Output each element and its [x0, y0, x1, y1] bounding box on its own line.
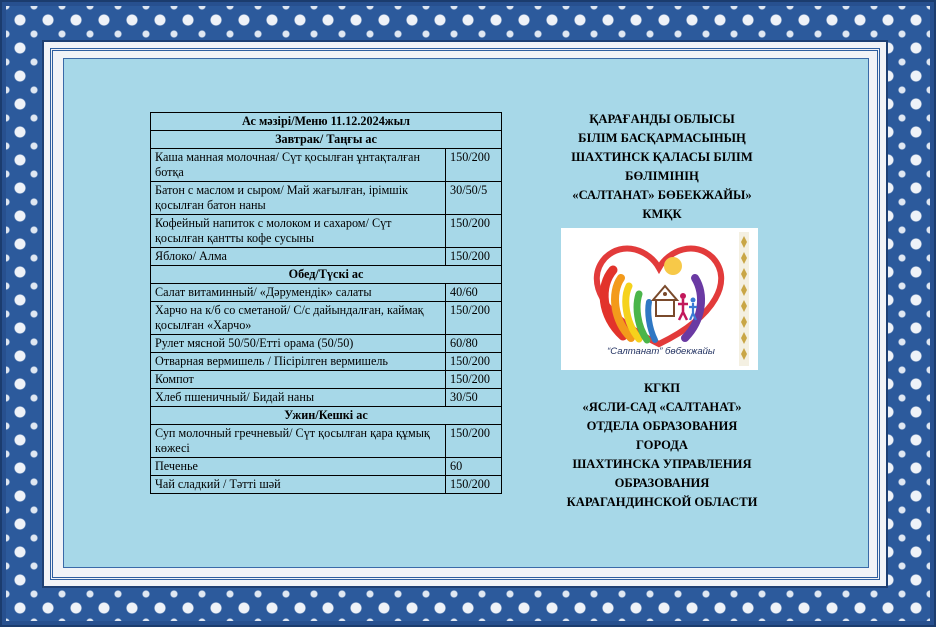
dish-amount: 30/50/5: [446, 182, 502, 215]
dish-name: Каша манная молочная/ Сүт қосылған ұнтақталған ботқа: [151, 149, 446, 182]
menu-row: [151, 353, 502, 371]
dish-name: Суп молочный гречневый/ Сүт қосылған қара құмық көжесі: [151, 425, 446, 458]
dish-name: Компот: [151, 371, 446, 389]
org-line: ҚАРАҒАНДЫ ОБЛЫСЫ: [589, 112, 735, 126]
org-line: ОТДЕЛА ОБРАЗОВАНИЯ: [586, 419, 738, 433]
dish-amount: 150/200: [446, 248, 502, 266]
menu-row: [151, 284, 502, 302]
org-line: КМҚК: [642, 207, 682, 221]
org-line: ШАХТИНСК ҚАЛАСЫ БІЛІМ: [571, 150, 753, 164]
org-line: КГКП: [643, 381, 681, 395]
dish-amount: 150/200: [446, 302, 502, 335]
menu-header-row: [151, 113, 502, 131]
dish-name: Чай сладкий / Тәтті шәй: [151, 476, 446, 494]
dish-name: Яблоко/ Алма: [151, 248, 446, 266]
org-line: ШАХТИНСКА УПРАВЛЕНИЯ: [572, 457, 752, 471]
menu-row: [151, 389, 502, 407]
section-header: [151, 407, 502, 425]
org-line: «САЛТАНАТ» БӨБЕКЖАЙЫ»: [572, 188, 752, 202]
menu-row: [151, 215, 502, 248]
dish-amount: 150/200: [446, 149, 502, 182]
dish-amount: 150/200: [446, 215, 502, 248]
org-line: ГОРОДА: [635, 438, 689, 452]
dish-name: Отварная вермишель / Пісірілген вермишель: [151, 353, 446, 371]
menu-row: [151, 335, 502, 353]
menu-table: [150, 112, 502, 494]
section-title: Обед/Түскі ас: [151, 266, 502, 284]
kindergarten-logo: [561, 228, 758, 370]
menu-row: [151, 149, 502, 182]
dish-amount: 60/80: [446, 335, 502, 353]
section-header: [151, 266, 502, 284]
section-title: Завтрак/ Таңғы ас: [151, 131, 502, 149]
menu-title: Ас мәзірі/Меню 11.12.2024жыл: [151, 113, 502, 131]
org-line: ОБРАЗОВАНИЯ: [614, 476, 710, 490]
dish-name: Харчо на к/б со сметаной/ С/с дайындалған, каймақ қосылған «Харчо»: [151, 302, 446, 335]
dish-amount: 30/50: [446, 389, 502, 407]
menu-row: [151, 248, 502, 266]
menu-row: [151, 458, 502, 476]
logo-caption: “Салтанат” бөбекжайы: [607, 346, 715, 357]
menu-row: [151, 302, 502, 335]
org-line: КАРАГАНДИНСКОЙ ОБЛАСТИ: [566, 495, 758, 509]
menu-row: [151, 182, 502, 215]
section-title: Ужин/Кешкі ас: [151, 407, 502, 425]
menu-row: [151, 425, 502, 458]
org-line: БӨЛІМІНІҢ: [625, 169, 699, 183]
dish-amount: 150/200: [446, 353, 502, 371]
dish-name: Батон с маслом и сыром/ Май жағылған, ірімшік қосылған батон наны: [151, 182, 446, 215]
menu-row: [151, 371, 502, 389]
menu-row: [151, 476, 502, 494]
dish-name: Кофейный напиток с молоком и сахаром/ Сүт қосылған қантты кофе сусыны: [151, 215, 446, 248]
section-header: [151, 131, 502, 149]
dish-amount: 60: [446, 458, 502, 476]
organization-name-kazakh: [546, 110, 778, 224]
dish-name: Рулет мясной 50/50/Етті орама (50/50): [151, 335, 446, 353]
dish-name: Хлеб пшеничный/ Бидай наны: [151, 389, 446, 407]
org-line: БІЛІМ БАСҚАРМАСЫНЫҢ: [578, 131, 746, 145]
org-line: «ЯСЛИ-САД «САЛТАНАТ»: [582, 400, 742, 414]
dish-name: Салат витаминный/ «Дәрумендік» салаты: [151, 284, 446, 302]
dish-amount: 150/200: [446, 425, 502, 458]
dish-amount: 150/200: [446, 476, 502, 494]
dish-amount: 150/200: [446, 371, 502, 389]
dish-name: Печенье: [151, 458, 446, 476]
dish-amount: 40/60: [446, 284, 502, 302]
organization-name-russian: [546, 379, 778, 512]
